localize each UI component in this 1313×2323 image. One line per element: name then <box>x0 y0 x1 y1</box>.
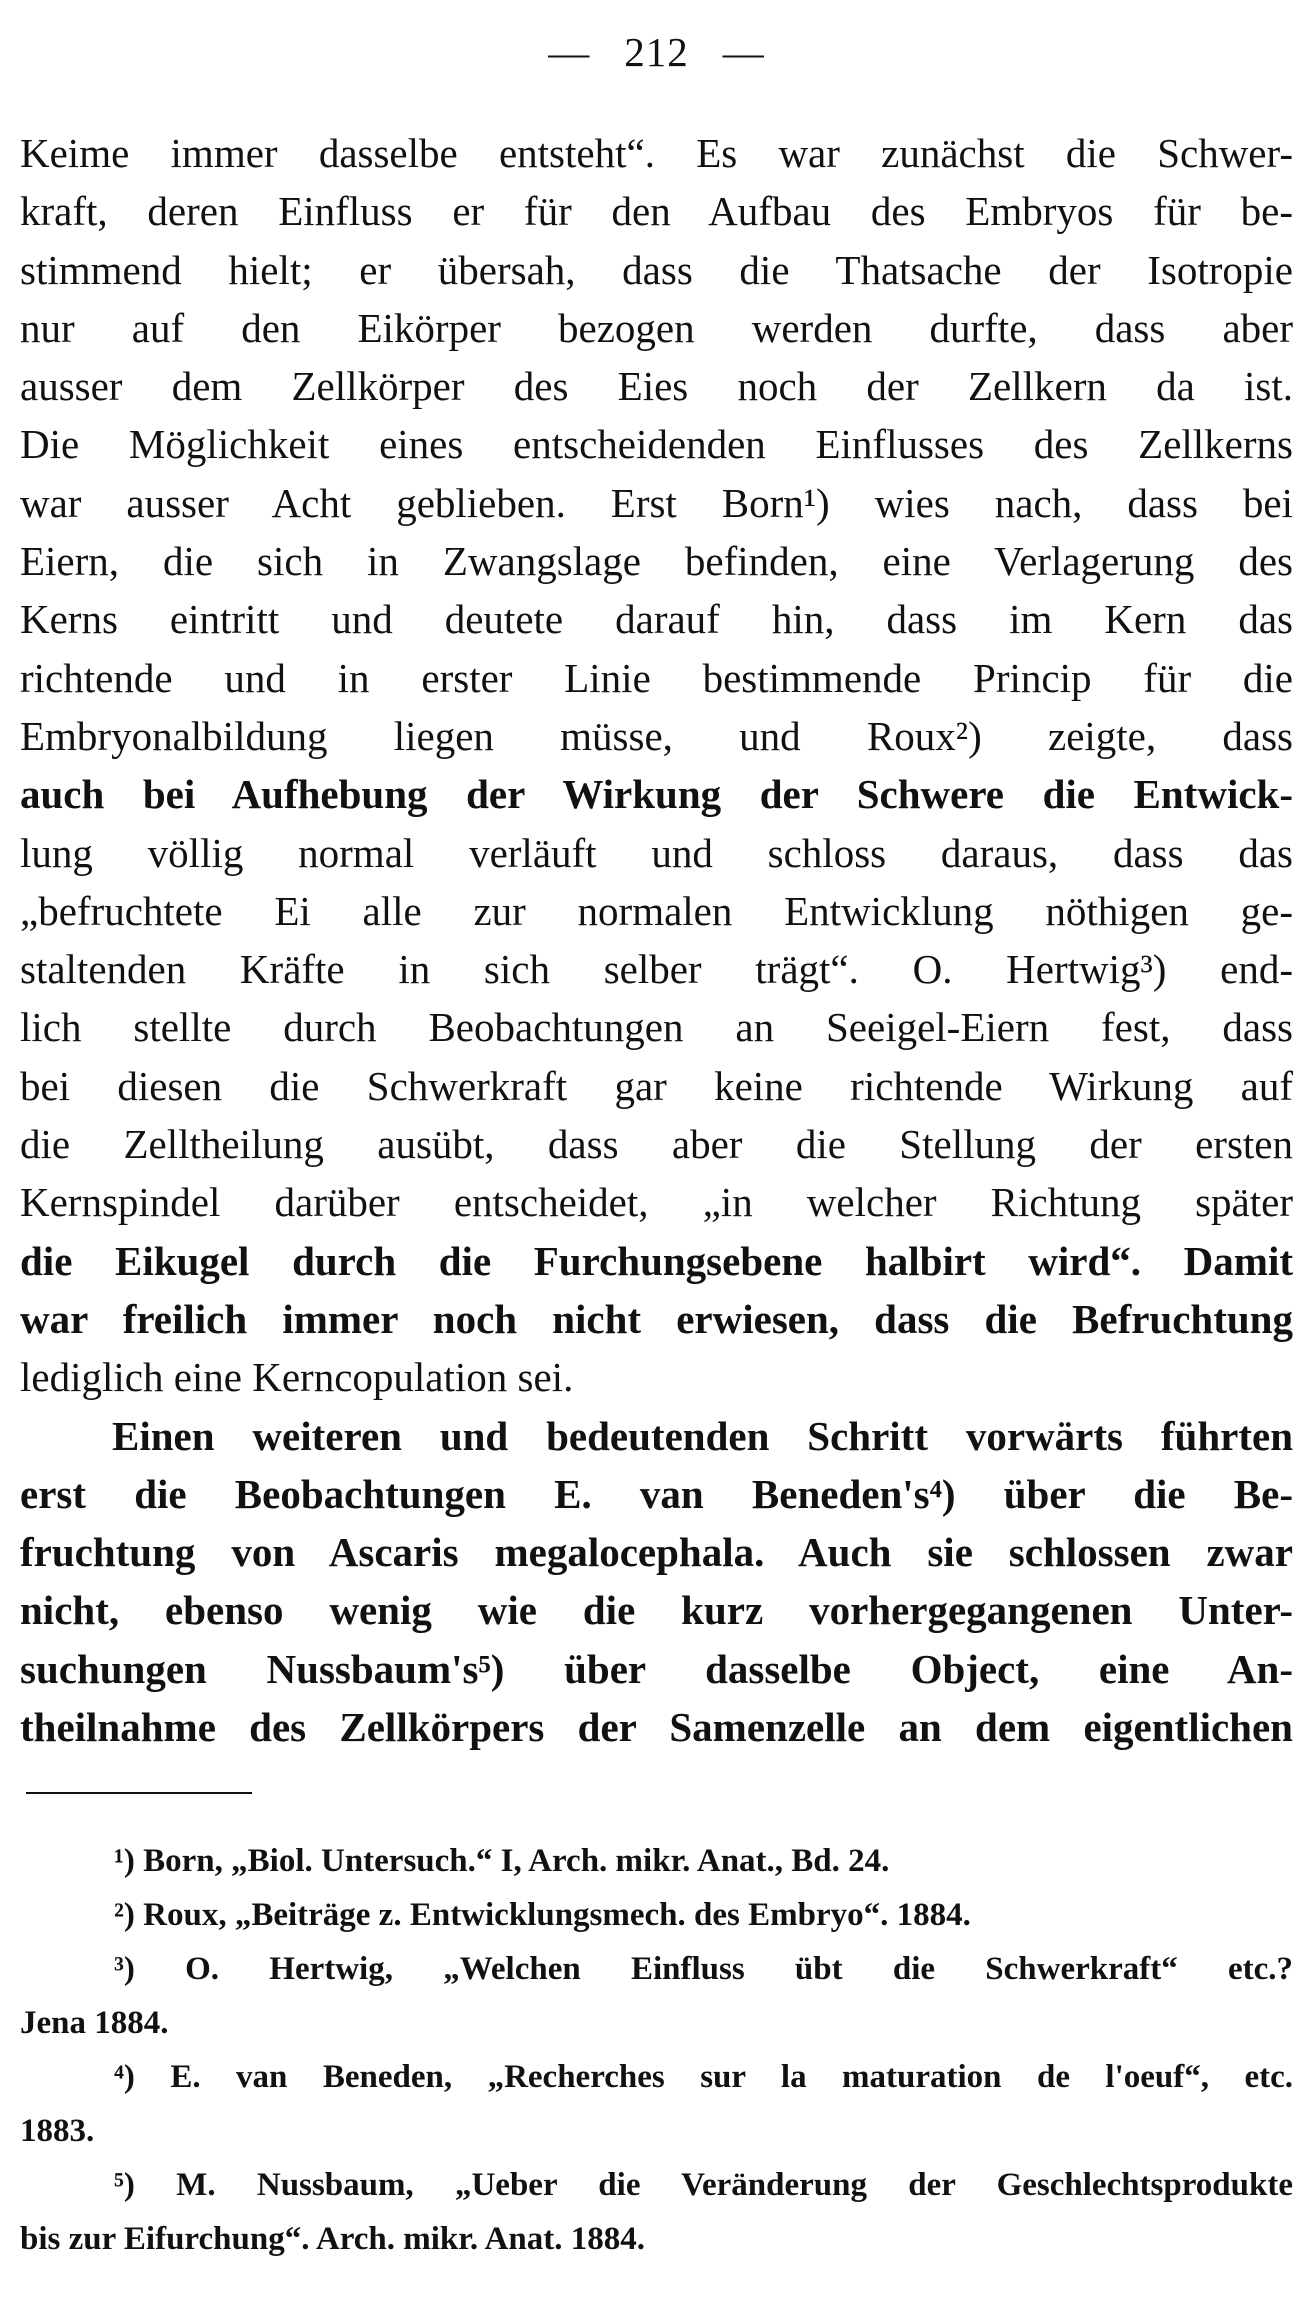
body-line: nur auf den Eikörper bezogen werden durfte, dass aber <box>20 304 1293 351</box>
body-line: stimmend hielt; er übersah, dass die Thatsache der Isotropie <box>20 246 1293 293</box>
body-line: fruchtung von Ascaris megalocephala. Auch sie schlossen zwar <box>20 1529 1293 1576</box>
footnote-3-continued: Jena 1884. <box>20 2005 169 2041</box>
body-line: nicht, ebenso wenig wie die kurz vorhergegangenen Unter- <box>20 1587 1293 1634</box>
body-line: „befruchtete Ei alle zur normalen Entwicklung nöthigen ge- <box>20 887 1293 934</box>
body-line: staltenden Kräfte in sich selber trägt“. O. Hertwig³) end- <box>20 946 1293 993</box>
header-dash-left: — <box>548 29 591 75</box>
page-header <box>0 28 1313 76</box>
footnotes <box>20 1834 1293 2266</box>
body-line: Einen weiteren und bedeutenden Schritt vorwärts führten <box>112 1412 1293 1459</box>
body-line: Kernspindel darüber entscheidet, „in welcher Richtung später <box>20 1179 1293 1226</box>
footnote-5: ⁵) M. Nussbaum, „Ueber die Veränderung der Geschlechtsprodukte <box>114 2167 1293 2203</box>
body-line: Eiern, die sich in Zwangslage befinden, eine Verlagerung des <box>20 538 1293 585</box>
body-line: richtende und in erster Linie bestimmende Princip für die <box>20 654 1293 701</box>
body-line: war ausser Acht geblieben. Erst Born¹) wies nach, dass bei <box>20 479 1293 526</box>
body-line: Kerns eintritt und deutete darauf hin, dass im Kern das <box>20 596 1293 643</box>
footnote-divider <box>26 1792 252 1794</box>
footnote-4: ⁴) E. van Beneden, „Recherches sur la maturation de l'oeuf“, etc. <box>114 2059 1293 2095</box>
header-dash-right: — <box>722 29 765 75</box>
body-line: Keime immer dasselbe entsteht“. Es war zunächst die Schwer- <box>20 130 1293 176</box>
footnote-4-continued: 1883. <box>20 2113 95 2149</box>
body-text <box>20 124 1293 1756</box>
body-line: die Eikugel durch die Furchungsebene halbirt wird“. Damit <box>20 1237 1293 1284</box>
body-line: lediglich eine Kerncopulation sei. <box>20 1354 574 1401</box>
body-line: theilnahme des Zellkörpers der Samenzelle an dem eigentlichen <box>20 1704 1293 1751</box>
body-line: lung völlig normal verläuft und schloss daraus, dass das <box>20 829 1293 876</box>
page-number: 212 <box>624 29 689 75</box>
body-line: erst die Beobachtungen E. van Beneden's⁴) über die Be- <box>20 1470 1293 1517</box>
body-line: Embryonalbildung liegen müsse, und Roux²) zeigte, dass <box>20 712 1293 759</box>
body-line: auch bei Aufhebung der Wirkung der Schwere die Entwick- <box>20 771 1293 818</box>
body-line: die Zelltheilung ausübt, dass aber die Stellung der ersten <box>20 1121 1293 1168</box>
body-line: bei diesen die Schwerkraft gar keine richtende Wirkung auf <box>20 1062 1293 1109</box>
footnote-2: ²) Roux, „Beiträge z. Entwicklungsmech. des Embryo“. 1884. <box>114 1897 971 1933</box>
footnote-5-continued: bis zur Eifurchung“. Arch. mikr. Anat. 1884. <box>20 2221 645 2257</box>
body-line: Die Möglichkeit eines entscheidenden Einflusses des Zellkerns <box>20 421 1293 468</box>
body-line: ausser dem Zellkörper des Eies noch der Zellkern da ist. <box>20 363 1293 410</box>
footnote-3: ³) O. Hertwig, „Welchen Einfluss übt die Schwerkraft“ etc.? <box>114 1951 1293 1987</box>
body-line: suchungen Nussbaum's⁵) über dasselbe Object, eine An- <box>20 1645 1293 1692</box>
body-line: war freilich immer noch nicht erwiesen, dass die Befruchtung <box>20 1295 1293 1342</box>
body-line: lich stellte durch Beobachtungen an Seeigel-Eiern fest, dass <box>20 1004 1293 1051</box>
body-line: kraft, deren Einfluss er für den Aufbau des Embryos für be- <box>20 188 1293 235</box>
footnote-1: ¹) Born, „Biol. Untersuch.“ I, Arch. mikr. Anat., Bd. 24. <box>114 1843 890 1879</box>
